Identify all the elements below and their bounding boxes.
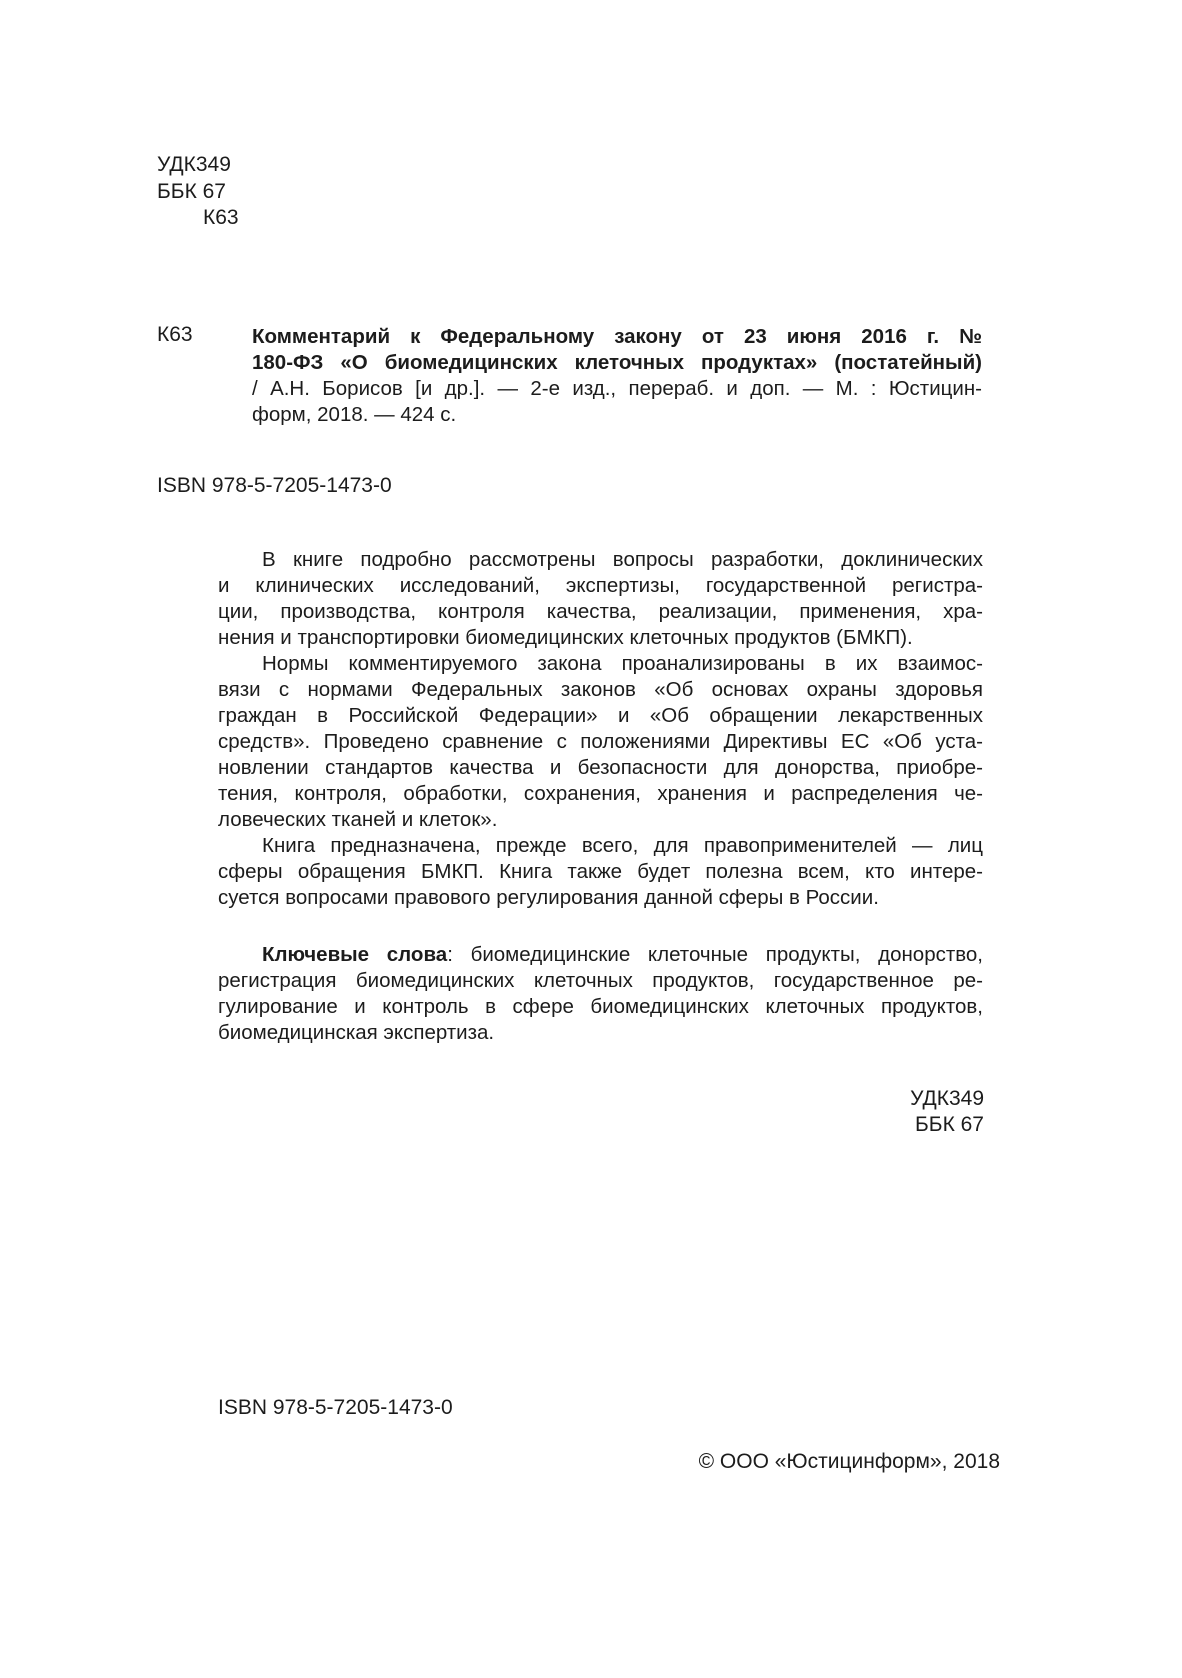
keywords-line: гулирование и контроль в сфере биомедицинских клеточных продуктов, <box>218 995 983 1018</box>
abstract-line: новлении стандартов качества и безопасности для донорства, приобре- <box>218 756 983 779</box>
abstract-line: Книга предназначена, прежде всего, для правоприменителей — лиц <box>262 834 983 857</box>
abstract-line: средств». Проведено сравнение с положениями Директивы ЕС «Об уста- <box>218 730 983 753</box>
author-sign-entry: К63 <box>157 323 193 346</box>
abstract-line: ловеческих тканей и клеток». <box>218 808 498 831</box>
keywords-line: биомедицинская экспертиза. <box>218 1021 495 1044</box>
abstract-line: сферы обращения БМКП. Книга также будет полезна всем, кто интере- <box>218 860 983 883</box>
isbn-top: ISBN 978-5-7205-1473-0 <box>157 474 392 497</box>
copyright: © ООО «Юстицинформ», 2018 <box>698 1450 1000 1473</box>
abstract-line: граждан в Российской Федерации» и «Об обращении лекарственных <box>218 704 983 727</box>
details-line: форм, 2018. — 424 с. <box>252 403 457 426</box>
title-line: Комментарий к Федеральному закону от 23 июня 2016 г. № <box>252 325 982 348</box>
isbn-bottom: ISBN 978-5-7205-1473-0 <box>218 1396 453 1419</box>
bibliographic-entry <box>252 324 982 428</box>
abstract-line: ции, производства, контроля качества, реализации, применения, хра- <box>218 600 983 623</box>
abstract-line: Нормы комментируемого закона проанализированы в их взаимос- <box>262 652 983 675</box>
bbk-code-top: ББК 67 <box>157 180 226 203</box>
abstract-line: тения, контроля, обработки, сохранения, хранения и распределения че- <box>218 782 983 805</box>
abstract <box>218 547 983 911</box>
keywords <box>218 942 983 1046</box>
details-line: / А.Н. Борисов [и др.]. — 2-е изд., перераб. и доп. — М. : Юстицин- <box>252 377 982 400</box>
keywords-first-text: : биомедицинские клеточные продукты, донорство, <box>447 943 983 966</box>
author-sign-top: К63 <box>203 206 239 229</box>
abstract-line: суется вопросами правового регулирования данной сферы в России. <box>218 886 879 909</box>
abstract-line: и клинических исследований, экспертизы, государственной регистра- <box>218 574 983 597</box>
bbk-code-bottom: ББК 67 <box>915 1113 984 1136</box>
title-line: 180-ФЗ «О биомедицинских клеточных продуктах» (постатейный) <box>252 351 982 374</box>
abstract-line: В книге подробно рассмотрены вопросы разработки, доклинических <box>262 548 983 571</box>
keywords-line: регистрация биомедицинских клеточных продуктов, государственное ре- <box>218 969 983 992</box>
udk-code-bottom: УДК349 <box>910 1087 984 1110</box>
keywords-first-line <box>218 942 983 968</box>
udk-code-top: УДК349 <box>157 153 231 176</box>
abstract-line: нения и транспортировки биомедицинских клеточных продуктов (БМКП). <box>218 626 913 649</box>
abstract-line: вязи с нормами Федеральных законов «Об основах охраны здоровья <box>218 678 983 701</box>
keywords-label: Ключевые слова <box>262 943 448 966</box>
